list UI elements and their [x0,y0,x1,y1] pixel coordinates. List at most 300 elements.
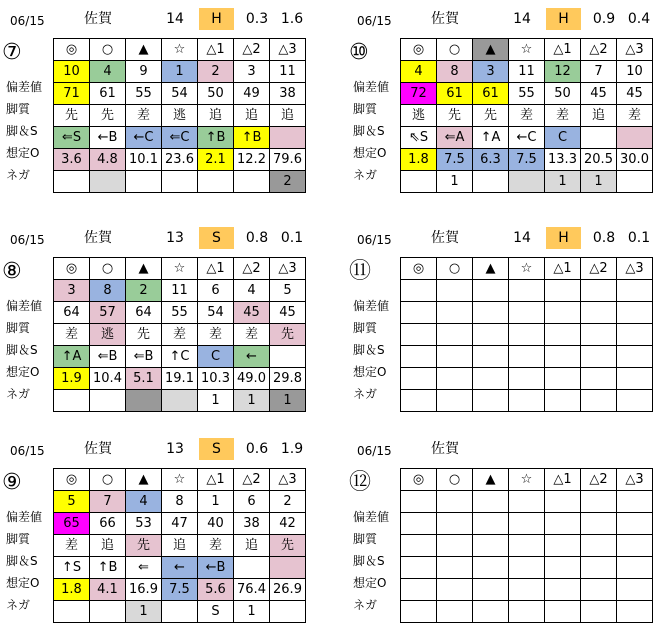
expected-odds-row [401,149,653,171]
grid-cell: ⇐B [126,346,162,368]
race-panel [347,8,667,208]
grid-cell [162,390,198,412]
grid-cell [617,535,653,557]
grid-cell: ☆ [509,39,545,61]
grid-cell: 8 [437,61,473,83]
row-label: 想定O [353,576,387,590]
row-label: 偏差値 [353,510,390,524]
grid-cell: 10.1 [126,149,162,171]
grid-cell: ↑B [198,127,234,149]
grid-cell: 7 [90,491,126,513]
grid-cell: ▲ [473,469,509,491]
row-label: 偏差値 [6,80,43,94]
mark-row [401,469,653,491]
grid-cell: 61 [90,83,126,105]
grid-cell [473,557,509,579]
row-label: 想定O [353,146,387,160]
grid-cell: 10 [54,61,90,83]
grid-cell [401,557,437,579]
grid-cell: △3 [270,469,306,491]
negative-row [54,390,306,412]
grid-cell: ▲ [126,258,162,280]
panel-header [347,438,667,460]
grid-cell [401,368,437,390]
grid-cell [401,324,437,346]
row-label: 脚＆S [353,343,385,357]
row-label: ネガ [353,387,378,401]
grid-cell: 先 [473,105,509,127]
grid-cell: 追 [90,535,126,557]
grid-cell: 11 [162,280,198,302]
grid-cell [581,280,617,302]
grid-cell [509,601,545,623]
race-number: ⑩ [349,40,369,65]
grid-cell: △3 [617,39,653,61]
grid-cell: 先 [270,535,306,557]
negative-row [401,601,653,623]
grid-cell [509,390,545,412]
grid-cell [437,368,473,390]
legs-speed-row [54,346,306,368]
header-value-2: 0.1 [280,230,304,246]
grid-cell: 38 [270,83,306,105]
grid-cell [617,302,653,324]
row-label: ネガ [353,168,378,182]
grid-cell: 7.5 [437,149,473,171]
grid-cell [581,302,617,324]
grid-cell [437,557,473,579]
race-number: ⑨ [2,470,22,495]
grid-cell [437,601,473,623]
grid-cell: 16.9 [126,579,162,601]
grid-cell: 11 [270,61,306,83]
track-name: 佐賀 [84,441,112,457]
grid-cell: 追 [162,535,198,557]
grid-cell: ○ [437,258,473,280]
grid-cell [473,171,509,193]
grid-cell [401,579,437,601]
grid-cell: △3 [617,469,653,491]
grid-cell: ☆ [509,469,545,491]
race-number: ⑪ [349,259,372,284]
deviation-row [54,302,306,324]
grid-cell [437,302,473,324]
grid-cell [617,346,653,368]
deviation-row [54,513,306,535]
prediction-grid [400,257,653,412]
negative-row [401,390,653,412]
grid-cell: 5 [54,491,90,513]
race-class-badge: H [199,8,234,30]
grid-cell: △2 [234,469,270,491]
grid-cell [162,171,198,193]
grid-cell [545,346,581,368]
grid-cell: 差 [617,105,653,127]
grid-cell: 10 [617,61,653,83]
grid-cell: 54 [162,83,198,105]
grid-cell: △1 [198,469,234,491]
grid-cell: ◎ [401,469,437,491]
panel-header [0,8,320,30]
legs-speed-row [401,557,653,579]
grid-cell [270,127,306,149]
grid-cell [581,390,617,412]
grid-cell: ⇐A [437,127,473,149]
expected-odds-row [54,579,306,601]
grid-cell: ▲ [473,39,509,61]
grid-cell [437,491,473,513]
grid-cell: 1 [198,390,234,412]
grid-cell: 1 [162,61,198,83]
grid-cell [126,390,162,412]
grid-cell: 79.6 [270,149,306,171]
grid-cell: 3 [473,61,509,83]
grid-cell: 20.5 [581,149,617,171]
header-value-1: 0.3 [245,11,269,27]
grid-cell [581,579,617,601]
prediction-grid [53,38,306,193]
grid-cell: ↑A [473,127,509,149]
grid-cell [401,601,437,623]
running-style-row [401,324,653,346]
legs-speed-row [401,127,653,149]
grid-cell [617,491,653,513]
row-label: 脚＆S [6,343,38,357]
grid-cell: △3 [270,258,306,280]
grid-cell: 追 [234,535,270,557]
header-value-1: 0.8 [245,230,269,246]
grid-cell: 19.1 [162,368,198,390]
grid-cell: 追 [198,105,234,127]
grid-cell: ◎ [54,39,90,61]
row-label: ネガ [6,387,31,401]
grid-cell: 64 [126,302,162,324]
grid-cell: ◎ [54,258,90,280]
grid-cell [54,390,90,412]
grid-cell: C [545,127,581,149]
grid-cell [617,368,653,390]
grid-cell [401,171,437,193]
grid-cell: ▲ [126,39,162,61]
grid-cell: △2 [581,469,617,491]
grid-cell: 逃 [401,105,437,127]
grid-cell [234,557,270,579]
running-style-row [54,535,306,557]
grid-cell: ▲ [126,469,162,491]
grid-cell: 1 [234,390,270,412]
grid-cell: ← [234,346,270,368]
grid-cell: ◎ [401,39,437,61]
horse-number-row [401,280,653,302]
track-name: 佐賀 [84,11,112,27]
prediction-grid [53,468,306,623]
grid-cell [617,280,653,302]
grid-cell: 先 [126,535,162,557]
grid-cell: 10.4 [90,368,126,390]
grid-cell [437,390,473,412]
grid-cell: 追 [581,105,617,127]
panel-header [0,438,320,460]
grid-cell: 49 [234,83,270,105]
grid-cell [545,280,581,302]
race-class-badge: S [199,438,234,460]
grid-cell: 53 [126,513,162,535]
grid-cell: 38 [234,513,270,535]
row-label: 脚＆S [6,554,38,568]
row-label: ネガ [6,168,31,182]
grid-cell [581,324,617,346]
grid-cell [545,491,581,513]
race-date: 06/15 [10,444,45,458]
grid-cell: 9 [126,61,162,83]
grid-cell [509,171,545,193]
race-panel [0,8,320,208]
grid-cell [617,557,653,579]
race-date: 06/15 [357,233,392,247]
race-date: 06/15 [10,233,45,247]
grid-cell: 26.9 [270,579,306,601]
grid-cell: 2 [198,61,234,83]
running-style-row [54,105,306,127]
horse-number-row [54,491,306,513]
grid-cell: △2 [581,258,617,280]
grid-cell: ⇐S [54,127,90,149]
grid-cell [401,535,437,557]
grid-cell [270,346,306,368]
grid-cell: 50 [545,83,581,105]
grid-cell: 6.3 [473,149,509,171]
grid-cell: ← [162,557,198,579]
grid-cell [90,390,126,412]
grid-cell: 64 [54,302,90,324]
grid-cell: 5 [270,280,306,302]
grid-cell: ▲ [473,258,509,280]
grid-cell: ←B [198,557,234,579]
grid-cell [545,557,581,579]
grid-cell [473,324,509,346]
race-class-badge: H [546,227,581,249]
negative-row [54,171,306,193]
grid-cell: 55 [509,83,545,105]
panel-header [347,8,667,30]
grid-cell: 23.6 [162,149,198,171]
grid-cell: 72 [401,83,437,105]
track-name: 佐賀 [84,230,112,246]
race-date: 06/15 [357,444,392,458]
grid-cell: ○ [90,39,126,61]
grid-cell: 1.9 [54,368,90,390]
grid-cell: 5.1 [126,368,162,390]
row-label: 想定O [6,576,40,590]
grid-cell: 3 [234,61,270,83]
row-label: 脚質 [6,532,31,546]
grid-cell: 1 [581,171,617,193]
grid-cell: △1 [198,258,234,280]
grid-cell: △2 [234,39,270,61]
grid-cell [617,601,653,623]
grid-cell [473,280,509,302]
grid-cell: ↑A [54,346,90,368]
grid-cell [617,390,653,412]
negative-row [54,601,306,623]
grid-cell: ◎ [401,258,437,280]
grid-cell [401,280,437,302]
grid-cell: △1 [198,39,234,61]
field-size: 13 [166,441,184,457]
grid-cell: 29.8 [270,368,306,390]
grid-cell: 55 [162,302,198,324]
grid-cell: 1.8 [401,149,437,171]
mark-row [401,39,653,61]
grid-cell [581,601,617,623]
grid-cell [545,535,581,557]
grid-cell [581,535,617,557]
grid-cell: 11 [509,61,545,83]
grid-cell: △1 [545,469,581,491]
expected-odds-row [54,149,306,171]
grid-cell [90,171,126,193]
grid-cell [473,346,509,368]
row-label: 脚＆S [6,124,38,138]
grid-cell: ☆ [162,258,198,280]
grid-cell: ○ [90,258,126,280]
grid-cell [437,280,473,302]
grid-cell: ☆ [162,469,198,491]
grid-cell: 先 [54,105,90,127]
grid-cell: 1 [234,601,270,623]
grid-cell: △3 [617,258,653,280]
deviation-row [401,513,653,535]
row-label: 脚質 [6,102,31,116]
track-name: 佐賀 [431,11,459,27]
race-panel [0,227,320,427]
row-label: 偏差値 [353,299,390,313]
grid-cell [54,171,90,193]
row-label: ネガ [353,598,378,612]
grid-cell: ○ [90,469,126,491]
grid-cell: 1 [270,390,306,412]
grid-cell: 差 [198,324,234,346]
grid-cell [401,346,437,368]
grid-cell [473,579,509,601]
grid-cell [270,557,306,579]
grid-cell: 8 [90,280,126,302]
grid-cell [581,491,617,513]
mark-row [54,258,306,280]
grid-cell [509,280,545,302]
row-label: 偏差値 [6,510,43,524]
grid-cell [509,491,545,513]
grid-cell: ◎ [54,469,90,491]
row-label: 偏差値 [353,80,390,94]
grid-cell [270,601,306,623]
grid-cell: 66 [90,513,126,535]
grid-cell: 7 [581,61,617,83]
row-label: 脚＆S [353,554,385,568]
header-value-2: 1.6 [280,11,304,27]
grid-cell: 先 [437,105,473,127]
grid-cell [473,491,509,513]
grid-cell: 65 [54,513,90,535]
grid-cell: 61 [473,83,509,105]
grid-cell [437,535,473,557]
deviation-row [401,302,653,324]
row-label: 脚質 [353,102,378,116]
grid-cell: ○ [437,469,473,491]
grid-cell: ↑B [90,557,126,579]
grid-cell: 54 [198,302,234,324]
race-panel [347,438,667,638]
field-size: 14 [166,11,184,27]
row-label: 想定O [353,365,387,379]
grid-cell: 71 [54,83,90,105]
grid-cell: 10.3 [198,368,234,390]
race-class-badge [546,438,581,460]
grid-cell [473,601,509,623]
grid-cell: 逃 [162,105,198,127]
grid-cell [509,535,545,557]
grid-cell: 4 [90,61,126,83]
grid-cell: 4 [126,491,162,513]
grid-cell: ←C [509,127,545,149]
row-label: 偏差値 [6,299,43,313]
grid-cell [545,579,581,601]
grid-cell: 差 [54,535,90,557]
track-name: 佐賀 [431,230,459,246]
grid-cell [162,601,198,623]
grid-cell: 逃 [90,324,126,346]
grid-cell [437,346,473,368]
grid-cell [234,171,270,193]
horse-number-row [401,61,653,83]
grid-cell: △1 [545,39,581,61]
grid-cell: △3 [270,39,306,61]
field-size: 14 [513,230,531,246]
grid-cell [509,579,545,601]
grid-cell: 4.8 [90,149,126,171]
grid-cell [581,346,617,368]
grid-cell [617,579,653,601]
grid-cell: 1.8 [54,579,90,601]
grid-cell [509,557,545,579]
grid-cell [54,601,90,623]
grid-cell: ⇐C [162,127,198,149]
grid-cell [545,390,581,412]
grid-cell: C [198,346,234,368]
grid-cell: 8 [162,491,198,513]
grid-cell: 4 [234,280,270,302]
grid-cell [198,171,234,193]
grid-cell: 57 [90,302,126,324]
grid-cell [401,491,437,513]
row-label: 想定O [6,146,40,160]
grid-cell: 47 [162,513,198,535]
grid-cell: 追 [270,105,306,127]
grid-cell [473,535,509,557]
grid-cell: 12 [545,61,581,83]
grid-cell [126,171,162,193]
grid-cell [509,368,545,390]
grid-cell: ⇐ [126,557,162,579]
grid-cell: ⇖S [401,127,437,149]
grid-cell: 1 [545,171,581,193]
grid-cell [509,513,545,535]
expected-odds-row [401,579,653,601]
race-date: 06/15 [10,14,45,28]
panel-header [0,227,320,249]
row-label: 想定O [6,365,40,379]
grid-cell [617,324,653,346]
